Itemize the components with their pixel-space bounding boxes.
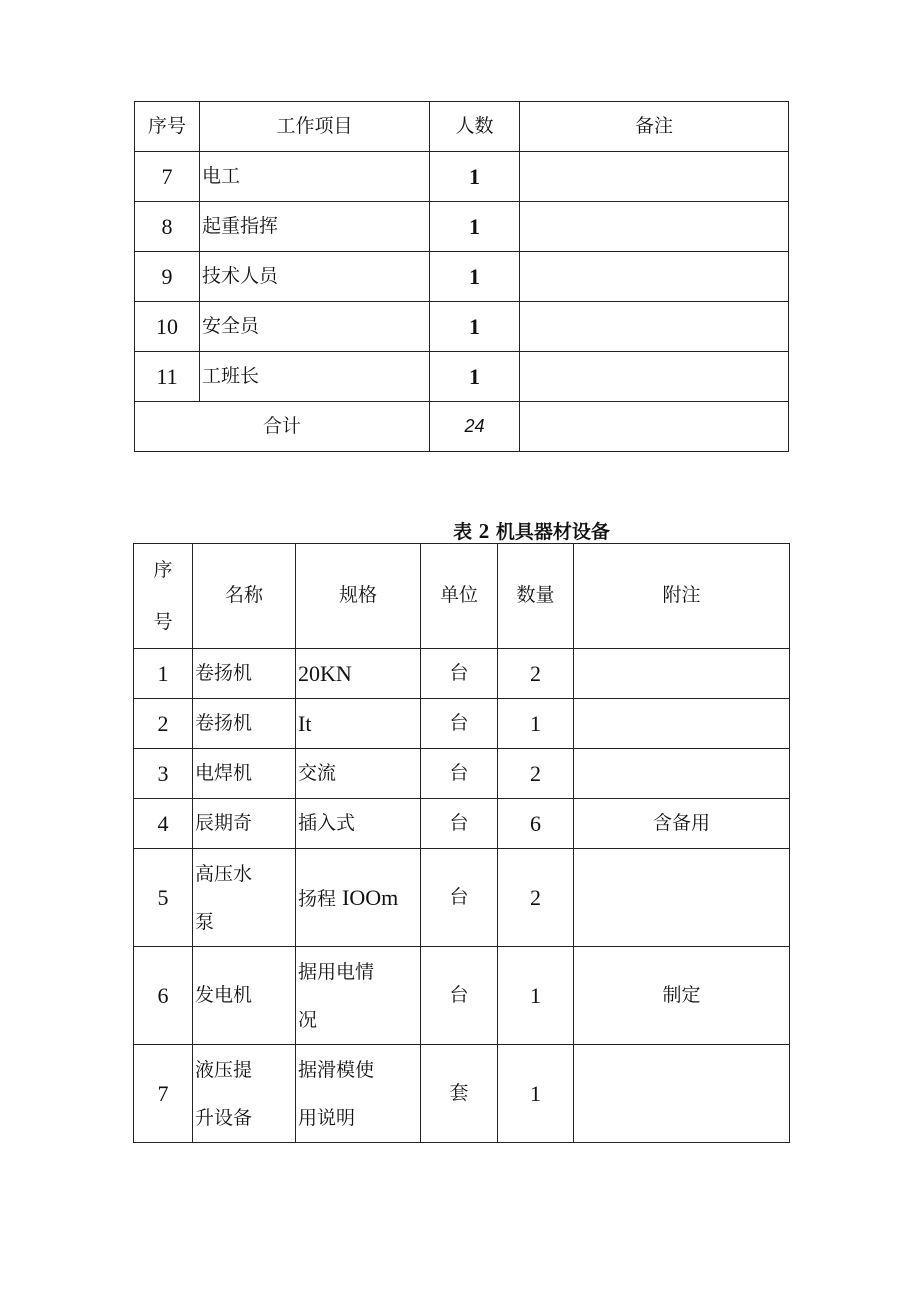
row-unit: 台 xyxy=(421,947,498,1045)
table-row xyxy=(135,252,789,302)
row-spec-line1: 据滑模使 xyxy=(298,1058,375,1081)
row-qty: 2 xyxy=(498,749,574,799)
row-remark xyxy=(520,302,789,352)
row-no: 4 xyxy=(134,799,193,849)
row-count: 1 xyxy=(430,152,520,202)
equipment-table xyxy=(133,543,790,1143)
row-unit: 台 xyxy=(421,849,498,947)
row-no: 1 xyxy=(134,649,193,699)
total-row xyxy=(135,402,789,452)
row-no: 6 xyxy=(134,947,193,1045)
row-item: 技术人员 xyxy=(200,252,430,302)
row-spec: 20KN xyxy=(296,649,421,699)
table-row xyxy=(135,202,789,252)
table-header-row xyxy=(135,102,789,152)
row-name-line1: 液压提 xyxy=(195,1058,253,1081)
row-item: 安全员 xyxy=(200,302,430,352)
header-spec: 规格 xyxy=(296,544,421,649)
row-spec xyxy=(296,1045,421,1143)
table-row xyxy=(134,947,790,1045)
row-name xyxy=(193,849,296,947)
row-unit: 台 xyxy=(421,699,498,749)
row-note: 制定 xyxy=(574,947,790,1045)
total-label: 合计 xyxy=(135,402,430,452)
row-name: 发电机 xyxy=(193,947,296,1045)
header-no-line1: 序 xyxy=(153,559,173,581)
row-note xyxy=(574,849,790,947)
table-row xyxy=(135,152,789,202)
header-note: 附注 xyxy=(574,544,790,649)
row-no: 11 xyxy=(135,352,200,402)
table-row xyxy=(134,649,790,699)
row-name xyxy=(193,1045,296,1143)
row-spec-value: IOOm xyxy=(342,884,399,910)
row-name-line2: 升设备 xyxy=(195,1106,253,1129)
row-note xyxy=(574,749,790,799)
row-qty: 1 xyxy=(498,947,574,1045)
row-remark xyxy=(520,352,789,402)
row-unit: 套 xyxy=(421,1045,498,1143)
table-row xyxy=(134,1045,790,1143)
row-no: 10 xyxy=(135,302,200,352)
header-name: 名称 xyxy=(193,544,296,649)
row-spec: 交流 xyxy=(296,749,421,799)
header-no xyxy=(134,544,193,649)
row-name-line1: 高压水 xyxy=(195,862,253,885)
table-row xyxy=(135,302,789,352)
header-no: 序号 xyxy=(135,102,200,152)
caption-prefix: 表 xyxy=(453,521,473,543)
row-spec xyxy=(296,849,421,947)
row-remark xyxy=(520,202,789,252)
row-note: 含备用 xyxy=(574,799,790,849)
header-qty: 数量 xyxy=(498,544,574,649)
row-unit: 台 xyxy=(421,749,498,799)
header-work-item: 工作项目 xyxy=(200,102,430,152)
row-unit: 台 xyxy=(421,799,498,849)
table-row xyxy=(134,749,790,799)
row-note xyxy=(574,649,790,699)
row-no: 2 xyxy=(134,699,193,749)
row-spec xyxy=(296,947,421,1045)
row-no: 3 xyxy=(134,749,193,799)
row-item: 起重指挥 xyxy=(200,202,430,252)
row-note xyxy=(574,699,790,749)
row-name: 卷扬机 xyxy=(193,699,296,749)
row-no: 7 xyxy=(135,152,200,202)
row-qty: 1 xyxy=(498,1045,574,1143)
equipment-table-caption xyxy=(134,517,920,544)
row-spec: 插入式 xyxy=(296,799,421,849)
table-row xyxy=(134,699,790,749)
row-count: 1 xyxy=(430,302,520,352)
row-qty: 2 xyxy=(498,649,574,699)
row-no: 5 xyxy=(134,849,193,947)
row-name: 辰期奇 xyxy=(193,799,296,849)
row-name: 电焊机 xyxy=(193,749,296,799)
row-remark xyxy=(520,152,789,202)
header-no-line2: 号 xyxy=(153,611,173,633)
header-remark: 备注 xyxy=(520,102,789,152)
row-item: 工班长 xyxy=(200,352,430,402)
row-spec-prefix: 扬程 xyxy=(298,887,337,910)
row-name: 卷扬机 xyxy=(193,649,296,699)
table-row xyxy=(134,799,790,849)
row-unit: 台 xyxy=(421,649,498,699)
personnel-table xyxy=(134,101,789,452)
row-count: 1 xyxy=(430,252,520,302)
total-remark xyxy=(520,402,789,452)
caption-text: 机具器材设备 xyxy=(495,521,610,543)
row-name-line2: 泵 xyxy=(195,910,215,933)
row-spec: It xyxy=(296,699,421,749)
row-note xyxy=(574,1045,790,1143)
row-item: 电工 xyxy=(200,152,430,202)
table-row xyxy=(134,849,790,947)
row-spec-line1: 据用电情 xyxy=(298,960,375,983)
row-qty: 2 xyxy=(498,849,574,947)
table-row xyxy=(135,352,789,402)
header-count: 人数 xyxy=(430,102,520,152)
table-header-row xyxy=(134,544,790,649)
row-spec-line2: 况 xyxy=(298,1008,318,1031)
row-no: 9 xyxy=(135,252,200,302)
row-qty: 6 xyxy=(498,799,574,849)
row-no: 7 xyxy=(134,1045,193,1143)
row-remark xyxy=(520,252,789,302)
total-count: 24 xyxy=(430,402,520,452)
row-no: 8 xyxy=(135,202,200,252)
row-qty: 1 xyxy=(498,699,574,749)
header-unit: 单位 xyxy=(421,544,498,649)
caption-number: 2 xyxy=(478,519,490,543)
row-spec-line2: 用说明 xyxy=(298,1106,356,1129)
row-count: 1 xyxy=(430,202,520,252)
row-count: 1 xyxy=(430,352,520,402)
